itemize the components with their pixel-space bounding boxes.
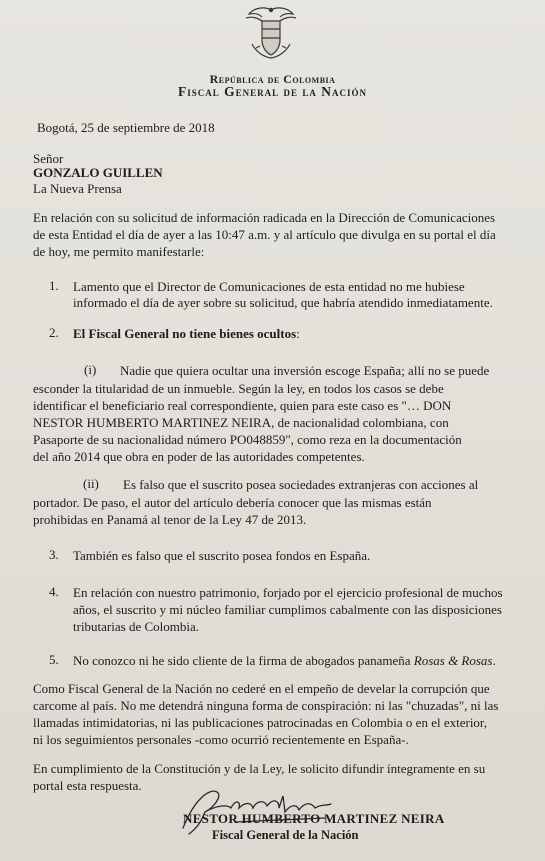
subitem-line: Es falso que el suscrito posea sociedades extranjeras con acciones al [123, 477, 479, 492]
recipient-name: GONZALO GUILLEN [33, 165, 163, 180]
closing-line: llamadas intimidatorias, ni las publicaciones patrocinadas en Colombia o en el exterior, [33, 715, 487, 730]
closing-line: ni los seguimientos personales -como ocurrió recientemente en España-. [33, 732, 409, 747]
item-line: Lamento que el Director de Comunicaciones de esta entidad no me hubiese [73, 279, 465, 294]
law-firm-name: Rosas & Rosas [413, 653, 493, 668]
item-number: 1. [49, 278, 59, 293]
item-text: No conozco ni he sido cliente de la firma de abogados panameña [73, 653, 414, 668]
signatory-name: NESTOR HUMBERTO MARTINEZ NEIRA [183, 811, 445, 826]
item-number: 5. [49, 652, 59, 667]
subitem-line: esconder la titularidad de un inmueble. Según la ley, en todos los casos se debe [33, 381, 444, 396]
closing-line: portal esta respuesta. [33, 778, 142, 793]
subitem-number: (ii) [83, 476, 99, 491]
closing-line: En cumplimiento de la Constitución y de la Ley, le solicito difundir íntegramente en su [33, 761, 486, 776]
item-line: En relación con nuestro patrimonio, forjado por el ejercicio profesional de muchos [73, 585, 503, 600]
item-heading-text: El Fiscal General no tiene bienes ocultos [73, 326, 297, 341]
item-heading [73, 325, 300, 342]
item-line: informado el día de ayer sobre su solicitud, que habría atendido inmediatamente. [73, 295, 493, 310]
coat-of-arms-seal [240, 4, 302, 62]
item-line: años, el suscrito y mi núcleo familiar cumplimos cabalmente con las disposiciones [73, 602, 502, 617]
letter-date: Bogotá, 25 de septiembre de 2018 [37, 120, 215, 135]
item-number: 3. [49, 547, 59, 562]
recipient-org: La Nueva Prensa [33, 181, 122, 196]
item-number: 4. [49, 584, 59, 599]
item-heading-colon: : [296, 326, 300, 341]
subitem-line: del año 2014 que obra en poder de las autoridades competentes. [33, 449, 365, 464]
header-office: Fiscal General de la Nación [177, 84, 368, 99]
closing-line: Como Fiscal General de la Nación no cederé en el empeño de develar la corrupción que [33, 681, 490, 696]
subitem-line: NESTOR HUMBERTO MARTINEZ NEIRA, de nacionalidad colombiana, con [33, 415, 449, 430]
subitem-line: Pasaporte de su nacionalidad número PO048859", como reza en la documentación [33, 432, 462, 447]
signatory-title: Fiscal General de la Nación [212, 828, 359, 842]
intro-line: En relación con su solicitud de información radicada en la Dirección de Comunicaciones [33, 210, 496, 225]
intro-line: de esta Entidad el día de ayer a las 10:47 a.m. y al artículo que divulga en su portal el día [33, 227, 496, 242]
subitem-number: (i) [84, 362, 97, 377]
item-line [73, 652, 496, 669]
intro-line: de hoy, me permito manifestarle: [33, 244, 205, 259]
subitem-line: portador. De paso, el autor del artículo debería conocer que las mismas están [33, 495, 432, 510]
subitem-line: identificar el beneficiario real correspondiente, quien para este caso es "… DON [33, 398, 452, 413]
subitem-line: Nadie que quiera ocultar una inversión escoge España; allí no se puede [120, 363, 490, 378]
subitem-line: prohibidas en Panamá al tenor de la Ley 47 de 2013. [33, 512, 307, 527]
closing-line: carcome al país. No me detendrá ninguna forma de conspiración: ni las "chuzadas", ni las [33, 698, 499, 713]
header-country: República de Colombia [209, 72, 336, 86]
item-line: También es falso que el suscrito posea fondos en España. [73, 548, 371, 563]
salutation: Señor [33, 151, 64, 166]
item-end: . [492, 653, 496, 668]
item-line: tributarias de Colombia. [73, 619, 200, 634]
item-number: 2. [49, 325, 59, 340]
